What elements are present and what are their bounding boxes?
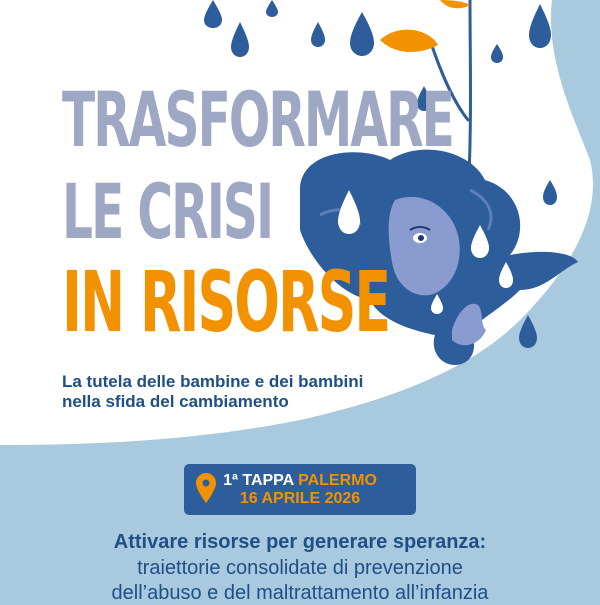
- event-stage-line: [184, 472, 416, 490]
- session-title: Attivare risorse per generare speranza:: [113, 531, 487, 553]
- subtitle-line-1: La tutela delle bambine e dei bambini: [62, 372, 364, 391]
- headline-line-3: IN RISORSE: [62, 253, 390, 351]
- subtitle-line-2: nella sfida del cambiamento: [62, 392, 289, 412]
- event-date: 16 APRILE 2026: [239, 490, 361, 507]
- subtitle: [62, 372, 363, 413]
- map-pin-icon: [196, 473, 216, 503]
- session-line-2: dell’abuso e del maltrattamento all’infanzia: [111, 582, 489, 604]
- event-city: PALERMO: [298, 472, 377, 489]
- headline-line-1: TRASFORMARE: [62, 75, 453, 164]
- event-stage: 1ª TAPPA: [223, 472, 294, 489]
- headline-line-2: LE CRISI: [62, 167, 273, 256]
- session-line-1: traiettorie consolidate di prevenzione: [137, 557, 463, 579]
- event-badge: [184, 464, 416, 515]
